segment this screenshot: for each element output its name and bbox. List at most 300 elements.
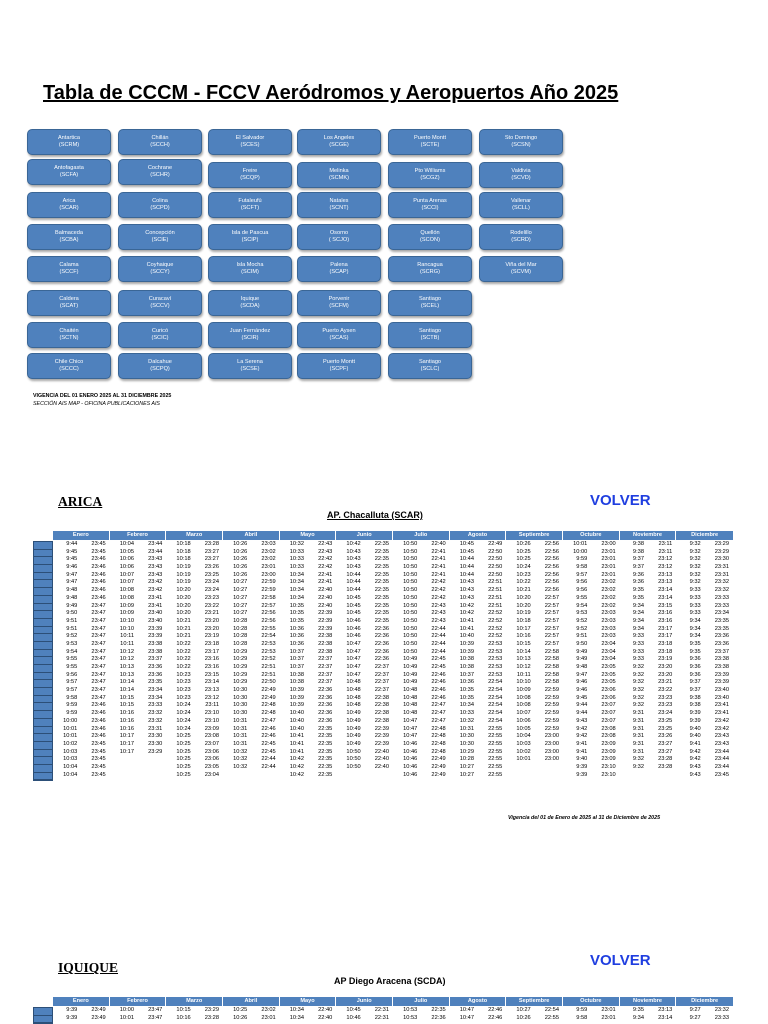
evening-twilight-time: 22:56 xyxy=(544,571,559,578)
aerodrome-button[interactable] xyxy=(479,162,563,188)
table-row xyxy=(450,633,507,641)
morning-twilight-time: 10:32 xyxy=(459,717,474,724)
morning-twilight-time: 9:39 xyxy=(66,1007,78,1013)
table-row xyxy=(53,733,110,741)
aerodrome-name: Puerto Aysen xyxy=(322,327,356,334)
table-row xyxy=(336,1015,393,1023)
month-header: Marzo xyxy=(166,997,223,1006)
morning-twilight-time: 10:29 xyxy=(459,748,474,755)
evening-twilight-time: 22:36 xyxy=(374,648,389,655)
table-row xyxy=(450,541,507,549)
table-row xyxy=(506,587,563,595)
evening-twilight-time: 23:46 xyxy=(91,710,106,717)
table-row xyxy=(336,603,393,611)
evening-twilight-time: 23:42 xyxy=(714,725,729,732)
table-row xyxy=(620,641,677,649)
morning-twilight-time: 10:17 xyxy=(119,740,134,747)
table-row xyxy=(506,556,563,564)
table-row xyxy=(110,633,167,641)
table-row xyxy=(110,664,167,672)
aerodrome-button[interactable] xyxy=(297,192,381,218)
morning-twilight-time: 10:49 xyxy=(403,679,418,686)
evening-twilight-time: 23:07 xyxy=(601,702,616,709)
table-row xyxy=(450,726,507,734)
evening-twilight-time: 23:39 xyxy=(148,633,163,640)
morning-twilight-time: 10:45 xyxy=(346,594,361,601)
row-label-cell xyxy=(34,557,52,565)
aerodrome-button[interactable] xyxy=(297,322,381,348)
table-row xyxy=(110,1007,167,1015)
volver-link[interactable]: VOLVER xyxy=(590,492,651,509)
aerodrome-button[interactable] xyxy=(118,159,202,185)
evening-twilight-time: 23:47 xyxy=(91,664,106,670)
aerodrome-button[interactable] xyxy=(208,353,292,379)
table-row xyxy=(620,579,677,587)
table-row xyxy=(563,672,620,680)
aerodrome-button[interactable] xyxy=(388,224,472,250)
table-row xyxy=(110,656,167,664)
table-row xyxy=(506,603,563,611)
table-row xyxy=(393,641,450,649)
evening-twilight-time: 23:08 xyxy=(204,733,219,740)
morning-twilight-time: 9:49 xyxy=(576,656,588,663)
evening-twilight-time: 23:46 xyxy=(91,733,106,740)
evening-twilight-time: 23:43 xyxy=(714,740,729,747)
table-row xyxy=(620,649,677,657)
morning-twilight-time: 10:34 xyxy=(289,1014,304,1021)
aerodrome-name: Chile Chico xyxy=(54,358,84,365)
aerodrome-button[interactable] xyxy=(388,353,472,379)
morning-twilight-time: 9:27 xyxy=(689,1007,701,1013)
evening-twilight-time: 23:03 xyxy=(601,610,616,617)
aerodrome-code: (SCFT) xyxy=(240,205,260,211)
aerodrome-code: (SCFA) xyxy=(59,172,79,178)
evening-twilight-time: 22:48 xyxy=(261,710,276,717)
morning-twilight-time: 10:06 xyxy=(119,564,134,571)
aerodrome-button[interactable] xyxy=(27,224,111,250)
morning-twilight-time: 10:27 xyxy=(233,602,248,609)
table-row xyxy=(53,672,110,680)
aerodrome-button[interactable] xyxy=(297,353,381,379)
morning-twilight-time: 10:19 xyxy=(176,579,191,586)
morning-twilight-time: 9:33 xyxy=(689,602,701,609)
morning-twilight-time: 10:44 xyxy=(346,579,361,586)
morning-twilight-time: 10:46 xyxy=(346,633,361,640)
evening-twilight-time: 22:46 xyxy=(431,687,446,694)
table-row xyxy=(110,695,167,703)
morning-twilight-time: 10:24 xyxy=(176,725,191,732)
table-row xyxy=(53,702,110,710)
table-row xyxy=(336,718,393,726)
morning-twilight-time: 9:33 xyxy=(689,594,701,601)
evening-twilight-time: 23:32 xyxy=(714,1007,729,1013)
month-header: Septiembre xyxy=(506,531,563,540)
evening-twilight-time: 22:43 xyxy=(318,548,333,555)
evening-twilight-time: 23:29 xyxy=(204,1007,219,1013)
table-row xyxy=(450,610,507,618)
aerodrome-button[interactable] xyxy=(479,129,563,155)
row-label-cell xyxy=(34,650,52,658)
morning-twilight-time: 10:25 xyxy=(176,740,191,747)
table-row xyxy=(336,579,393,587)
table-row xyxy=(676,764,733,772)
morning-twilight-time: 9:34 xyxy=(632,602,644,609)
evening-twilight-time: 23:00 xyxy=(601,541,616,547)
morning-twilight-time: 10:35 xyxy=(289,610,304,617)
evening-twilight-time: 22:42 xyxy=(431,587,446,594)
table-row xyxy=(393,603,450,611)
morning-twilight-time: 10:21 xyxy=(516,587,531,594)
evening-twilight-time: 23:01 xyxy=(601,556,616,563)
aerodrome-button[interactable] xyxy=(27,353,111,379)
row-label-cell xyxy=(34,550,52,558)
evening-twilight-time: 23:40 xyxy=(148,610,163,617)
morning-twilight-time: 9:43 xyxy=(689,771,701,778)
table-row xyxy=(506,702,563,710)
aerodrome-button[interactable] xyxy=(388,322,472,348)
morning-twilight-time: 10:42 xyxy=(459,602,474,609)
row-label-cell xyxy=(34,711,52,719)
page-title: Tabla de CCCM - FCCV Aeródromos y Aeropuertos Año 2025 xyxy=(43,82,619,104)
morning-twilight-time: 10:09 xyxy=(119,610,134,617)
evening-twilight-time: 22:53 xyxy=(488,656,503,663)
table-row xyxy=(223,549,280,557)
morning-twilight-time: 9:47 xyxy=(576,671,588,678)
morning-twilight-time: 10:47 xyxy=(403,733,418,740)
aerodrome-button[interactable] xyxy=(479,224,563,250)
evening-twilight-time: 22:35 xyxy=(318,725,333,732)
table-row xyxy=(563,610,620,618)
table-row xyxy=(280,626,337,634)
evening-twilight-time: 22:57 xyxy=(544,602,559,609)
aerodrome-button[interactable] xyxy=(27,290,111,316)
aerodrome-button[interactable] xyxy=(27,159,111,185)
morning-twilight-time: 10:29 xyxy=(233,664,248,670)
evening-twilight-time: 22:42 xyxy=(318,556,333,563)
evening-twilight-time: 23:28 xyxy=(204,1014,219,1021)
volver-link[interactable]: VOLVER xyxy=(590,952,651,969)
morning-twilight-time: 9:33 xyxy=(632,656,644,663)
morning-twilight-time: 10:21 xyxy=(176,633,191,640)
evening-twilight-time: 23:46 xyxy=(91,579,106,586)
morning-twilight-time: 10:11 xyxy=(516,671,531,678)
evening-twilight-time: 22:42 xyxy=(431,594,446,601)
morning-twilight-time: 9:46 xyxy=(576,687,588,694)
table-row xyxy=(166,718,223,726)
table-row xyxy=(393,1007,450,1015)
aerodrome-button[interactable] xyxy=(388,129,472,155)
table-row xyxy=(280,641,337,649)
evening-twilight-time: 23:01 xyxy=(601,548,616,555)
morning-twilight-time: 10:08 xyxy=(516,694,531,701)
evening-twilight-time: 22:39 xyxy=(318,610,333,617)
table-row xyxy=(506,610,563,618)
morning-twilight-time: 9:34 xyxy=(632,610,644,617)
table-row xyxy=(563,772,620,780)
table-row xyxy=(393,718,450,726)
evening-twilight-time: 22:41 xyxy=(318,579,333,586)
evening-twilight-time: 22:40 xyxy=(318,594,333,601)
evening-twilight-time: 23:43 xyxy=(148,571,163,578)
aerodrome-button[interactable] xyxy=(118,129,202,155)
evening-twilight-time: 23:41 xyxy=(148,594,163,601)
aerodrome-button[interactable] xyxy=(208,162,292,188)
aerodrome-button[interactable] xyxy=(118,224,202,250)
table-row xyxy=(676,649,733,657)
table-row xyxy=(506,741,563,749)
aerodrome-button[interactable] xyxy=(297,256,381,282)
evening-twilight-time: 22:40 xyxy=(431,541,446,547)
table-row xyxy=(620,626,677,634)
evening-twilight-time: 22:54 xyxy=(488,679,503,686)
table-row xyxy=(53,549,110,557)
evening-twilight-time: 22:38 xyxy=(318,633,333,640)
aerodrome-button[interactable] xyxy=(388,192,472,218)
morning-twilight-time: 10:41 xyxy=(289,733,304,740)
table-row xyxy=(620,610,677,618)
aerodrome-name: Chaitén xyxy=(59,327,79,334)
evening-twilight-time: 22:53 xyxy=(488,664,503,670)
evening-twilight-time: 22:55 xyxy=(488,748,503,755)
evening-twilight-time: 23:01 xyxy=(601,571,616,578)
morning-twilight-time: 9:48 xyxy=(66,594,78,601)
evening-twilight-time: 22:41 xyxy=(318,571,333,578)
table-row xyxy=(223,672,280,680)
evening-twilight-time: 22:47 xyxy=(431,710,446,717)
morning-twilight-time: 10:44 xyxy=(346,571,361,578)
aerodrome-button[interactable] xyxy=(27,322,111,348)
aerodrome-button[interactable] xyxy=(297,129,381,155)
morning-twilight-time: 10:15 xyxy=(119,694,134,701)
aerodrome-code: (SCCY) xyxy=(150,269,170,275)
evening-twilight-time: 22:51 xyxy=(261,671,276,678)
table-row xyxy=(450,579,507,587)
aerodrome-button[interactable] xyxy=(118,290,202,316)
morning-twilight-time: 9:27 xyxy=(689,1014,701,1021)
aerodrome-button[interactable] xyxy=(208,322,292,348)
aerodrome-button[interactable] xyxy=(27,129,111,155)
aerodrome-button[interactable] xyxy=(388,162,472,188)
table-row xyxy=(393,579,450,587)
evening-twilight-time: 22:56 xyxy=(544,541,559,547)
morning-twilight-time: 9:32 xyxy=(689,571,701,578)
morning-twilight-time: 9:43 xyxy=(576,717,588,724)
table-row xyxy=(563,695,620,703)
month-header: Febrero xyxy=(110,531,167,540)
month-column xyxy=(336,541,393,779)
evening-twilight-time: 23:23 xyxy=(204,594,219,601)
table-row xyxy=(53,579,110,587)
aerodrome-name: Los Angeles xyxy=(323,134,355,141)
morning-twilight-time: 9:33 xyxy=(689,610,701,617)
morning-twilight-time: 9:42 xyxy=(576,733,588,740)
morning-twilight-time: 10:50 xyxy=(403,571,418,578)
row-label-column-iquique xyxy=(33,1007,53,1024)
aerodrome-button[interactable] xyxy=(118,353,202,379)
table-row xyxy=(506,687,563,695)
evening-twilight-time: 22:55 xyxy=(544,1014,559,1021)
evening-twilight-time: 22:50 xyxy=(488,564,503,571)
evening-twilight-time: 23:20 xyxy=(658,664,673,670)
table-row xyxy=(450,649,507,657)
table-row xyxy=(110,587,167,595)
table-row xyxy=(393,572,450,580)
table-row xyxy=(620,587,677,595)
aerodrome-code: (SCHR) xyxy=(150,172,170,178)
evening-twilight-time: 23:13 xyxy=(658,579,673,586)
table-row xyxy=(506,649,563,657)
morning-twilight-time: 10:43 xyxy=(459,587,474,594)
aerodrome-button[interactable] xyxy=(208,290,292,316)
aerodrome-button[interactable] xyxy=(208,192,292,218)
table-row xyxy=(506,1007,563,1015)
morning-twilight-time: 9:42 xyxy=(689,748,701,755)
aerodrome-button[interactable] xyxy=(297,162,381,188)
evening-twilight-time: 23:27 xyxy=(658,740,673,747)
month-header: Mayo xyxy=(280,531,337,540)
evening-twilight-time: 23:11 xyxy=(658,548,673,555)
morning-twilight-time: 10:10 xyxy=(516,679,531,686)
table-row xyxy=(166,549,223,557)
aerodrome-button[interactable] xyxy=(479,192,563,218)
evening-twilight-time: 23:11 xyxy=(205,702,219,709)
aerodrome-button[interactable] xyxy=(297,290,381,316)
table-row xyxy=(166,610,223,618)
table-row xyxy=(393,695,450,703)
table-row xyxy=(393,556,450,564)
morning-twilight-time: 9:51 xyxy=(66,617,78,624)
aerodrome-name: Futaleufú xyxy=(238,197,262,204)
morning-twilight-time: 10:07 xyxy=(119,571,134,578)
table-row xyxy=(336,618,393,626)
aerodrome-button[interactable] xyxy=(118,256,202,282)
morning-twilight-time: 10:48 xyxy=(346,687,361,694)
evening-twilight-time: 23:01 xyxy=(601,1014,616,1021)
evening-twilight-time: 23:21 xyxy=(204,610,219,617)
evening-twilight-time: 22:35 xyxy=(374,602,389,609)
morning-twilight-time: 10:36 xyxy=(459,679,474,686)
aerodrome-button[interactable] xyxy=(479,256,563,282)
evening-twilight-time: 23:19 xyxy=(204,633,219,640)
month-column xyxy=(53,541,110,779)
aerodrome-button[interactable] xyxy=(27,192,111,218)
aerodrome-button[interactable] xyxy=(208,224,292,250)
table-row xyxy=(620,595,677,603)
table-row xyxy=(166,664,223,672)
aerodrome-name: Colina xyxy=(152,197,168,204)
aerodrome-name: Antofagasta xyxy=(54,164,84,171)
table-row xyxy=(450,618,507,626)
morning-twilight-time: 9:32 xyxy=(689,548,701,555)
table-row xyxy=(450,595,507,603)
evening-twilight-time: 22:52 xyxy=(261,656,276,663)
aerodrome-code: (SCSE) xyxy=(240,366,260,372)
table-row xyxy=(110,710,167,718)
morning-twilight-time: 10:32 xyxy=(289,541,304,547)
table-row xyxy=(450,695,507,703)
row-label-cell xyxy=(34,642,52,650)
month-header-arica xyxy=(53,531,733,540)
evening-twilight-time: 22:36 xyxy=(431,1014,446,1021)
aerodrome-button[interactable] xyxy=(208,129,292,155)
evening-twilight-time: 23:45 xyxy=(91,763,106,770)
aerodrome-button[interactable] xyxy=(27,256,111,282)
evening-twilight-time: 22:40 xyxy=(318,1007,333,1013)
morning-twilight-time: 10:31 xyxy=(233,740,248,747)
aerodrome-button[interactable] xyxy=(118,322,202,348)
table-row xyxy=(336,649,393,657)
morning-twilight-time: 10:27 xyxy=(459,771,474,778)
morning-twilight-time: 10:01 xyxy=(516,756,531,763)
aerodrome-name: Caldera xyxy=(59,295,79,302)
table-row xyxy=(166,656,223,664)
evening-twilight-time: 23:49 xyxy=(91,1007,106,1013)
morning-twilight-time: 10:13 xyxy=(516,656,531,663)
evening-twilight-time: 22:35 xyxy=(374,571,389,578)
evening-twilight-time: 22:44 xyxy=(431,648,446,655)
evening-twilight-time: 23:47 xyxy=(91,648,106,655)
morning-twilight-time: 10:04 xyxy=(516,733,531,740)
morning-twilight-time: 9:52 xyxy=(66,633,78,640)
morning-twilight-time: 9:57 xyxy=(66,687,78,694)
table-row xyxy=(563,595,620,603)
evening-twilight-time: 23:30 xyxy=(148,740,163,747)
aerodrome-code: (SCAR) xyxy=(59,205,79,211)
morning-twilight-time: 10:53 xyxy=(403,1014,418,1021)
table-row xyxy=(110,564,167,572)
evening-twilight-time: 23:47 xyxy=(91,694,106,701)
table-row xyxy=(676,718,733,726)
aerodrome-name: Porvenir xyxy=(328,295,350,302)
row-label-cell xyxy=(34,719,52,727)
table-row xyxy=(336,733,393,741)
evening-twilight-time: 22:36 xyxy=(374,625,389,632)
month-header: Julio xyxy=(393,997,450,1006)
aerodrome-button[interactable] xyxy=(208,256,292,282)
row-label-cell xyxy=(34,750,52,758)
morning-twilight-time: 9:52 xyxy=(576,617,588,624)
aerodrome-code: (SCRM) xyxy=(58,142,80,148)
table-row xyxy=(563,549,620,557)
table-row xyxy=(110,618,167,626)
aerodrome-button[interactable] xyxy=(297,224,381,250)
morning-twilight-time: 10:43 xyxy=(346,548,361,555)
morning-twilight-time: 10:10 xyxy=(119,625,134,632)
table-row xyxy=(336,695,393,703)
evening-twilight-time: 23:09 xyxy=(601,748,616,755)
morning-twilight-time: 10:28 xyxy=(233,640,248,647)
aerodrome-button[interactable] xyxy=(388,290,472,316)
morning-twilight-time: 10:50 xyxy=(403,617,418,624)
month-column xyxy=(676,541,733,779)
table-row xyxy=(563,1015,620,1023)
table-row xyxy=(166,756,223,764)
morning-twilight-time: 10:00 xyxy=(63,717,78,724)
morning-twilight-time: 10:05 xyxy=(119,548,134,555)
aerodrome-button[interactable] xyxy=(118,192,202,218)
table-row xyxy=(336,664,393,672)
evening-twilight-time: 23:42 xyxy=(148,587,163,594)
table-row xyxy=(563,633,620,641)
evening-twilight-time: 23:43 xyxy=(148,556,163,563)
aerodrome-name: Arica xyxy=(62,197,76,204)
morning-twilight-time: 10:30 xyxy=(233,687,248,694)
table-row xyxy=(53,726,110,734)
aerodrome-name: Chillán xyxy=(151,134,169,141)
table-row xyxy=(110,572,167,580)
morning-twilight-time: 9:46 xyxy=(66,564,78,571)
aerodrome-button[interactable] xyxy=(388,256,472,282)
